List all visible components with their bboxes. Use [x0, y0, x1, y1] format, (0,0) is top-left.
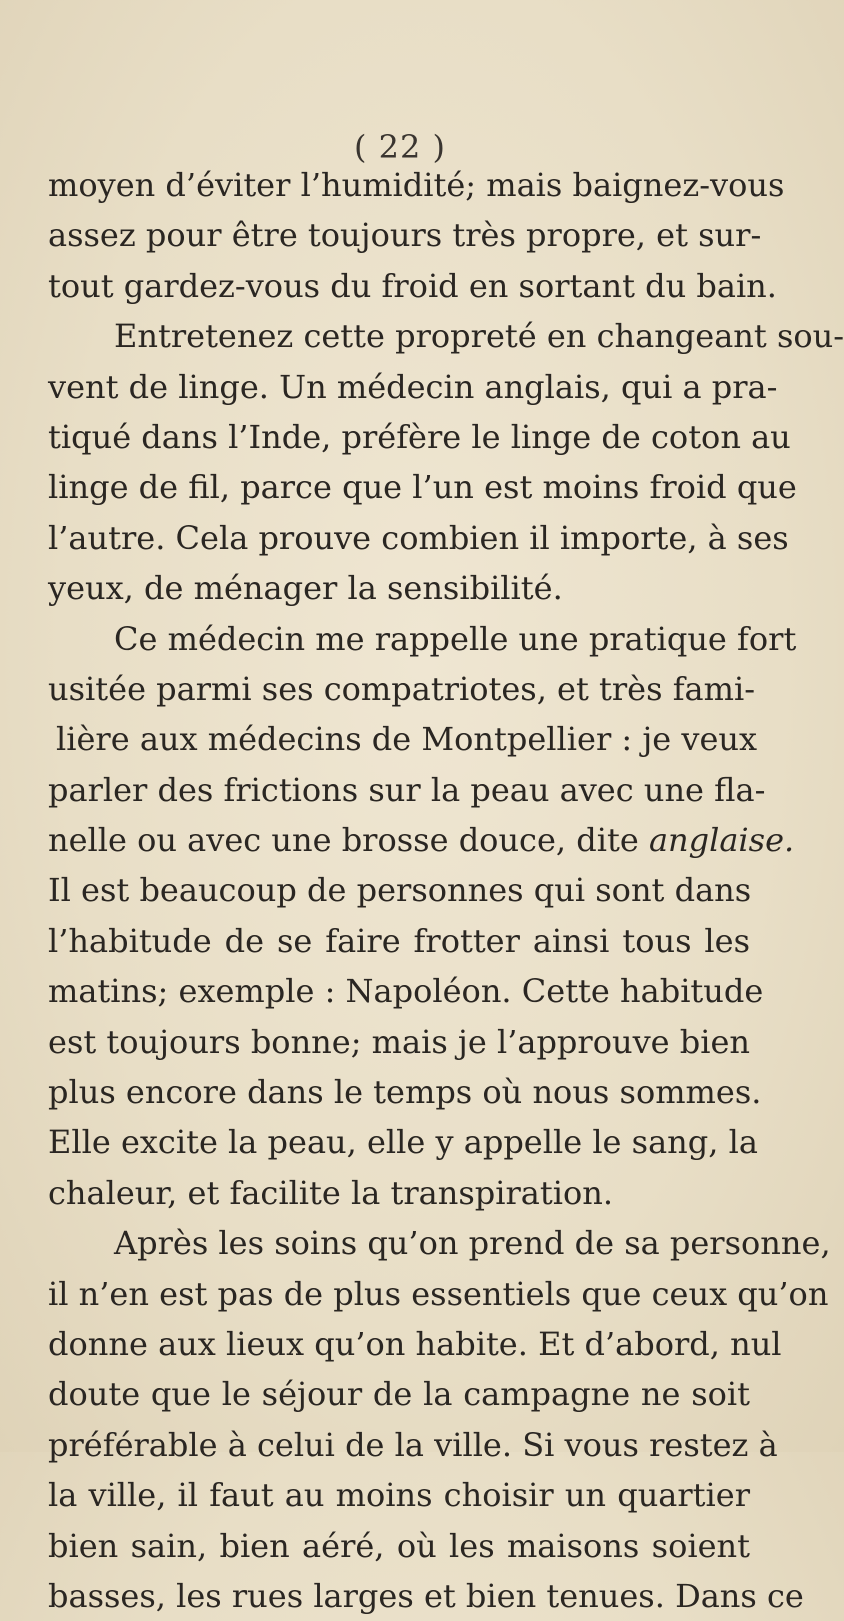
text-line: il n’en est pas de plus essentiels que ceux qu’on	[48, 1274, 829, 1313]
paragraph-start-line: Entretenez cette propreté en changeant sou-	[114, 317, 844, 356]
page-number: ( 22 )	[353, 128, 447, 166]
paragraph-start-line: Ce médecin me rappelle une pratique fort	[114, 619, 797, 658]
text-segment: nelle ou avec une brosse douce, dite	[48, 821, 649, 860]
text-line-with-italic	[48, 815, 795, 865]
text-line: Elle excite la peau, elle y appelle le sang, la	[48, 1123, 758, 1162]
text-line: Il est beaucoup de personnes qui sont dans	[48, 871, 752, 910]
text-line: tiqué dans l’Inde, préfère le linge de coton au	[48, 417, 791, 456]
text-line: linge de fil, parce que l’un est moins froid que	[48, 468, 797, 507]
text-line: doute que le séjour de la campagne ne soit	[48, 1375, 750, 1414]
text-line: basses, les rues larges et bien tenues. Dans ce	[48, 1576, 804, 1615]
text-line: usitée parmi ses compatriotes, et très fami-	[48, 669, 756, 708]
text-line: est toujours bonne; mais je l’approuve bien	[48, 1022, 751, 1061]
text-line: vent de linge. Un médecin anglais, qui a pra-	[48, 367, 778, 406]
text-line: chaleur, et facilite la transpiration.	[48, 1173, 613, 1212]
text-line: donne aux lieux qu’on habite. Et d’abord, nul	[48, 1324, 782, 1363]
body-text	[48, 160, 844, 1621]
italic-word: anglaise.	[648, 821, 795, 860]
text-line: bien sain, bien aéré, où les maisons soient	[48, 1526, 750, 1565]
text-line: moyen d’éviter l’humidité; mais baignez-vous	[48, 166, 785, 204]
paragraph-start-line: Après les soins qu’on prend de sa personne,	[114, 1224, 831, 1263]
text-line: assez pour être toujours très propre, et sur-	[48, 216, 762, 255]
text-line: yeux, de ménager la sensibilité.	[48, 569, 563, 608]
text-line: plus encore dans le temps où nous sommes.	[48, 1073, 762, 1112]
text-line: préférable à celui de la ville. Si vous restez à	[48, 1425, 778, 1464]
text-line: lière aux médecins de Montpellier : je veux	[56, 720, 758, 759]
text-line: parler des frictions sur la peau avec une fla-	[48, 770, 766, 809]
text-line: l’autre. Cela prouve combien il importe, à ses	[48, 518, 789, 557]
text-line: tout gardez-vous du froid en sortant du bain.	[48, 266, 777, 305]
text-line: la ville, il faut au moins choisir un quartier	[48, 1476, 750, 1515]
text-line: l’habitude de se faire frotter ainsi tous les	[48, 921, 750, 960]
text-line: matins; exemple : Napoléon. Cette habitude	[48, 972, 764, 1011]
